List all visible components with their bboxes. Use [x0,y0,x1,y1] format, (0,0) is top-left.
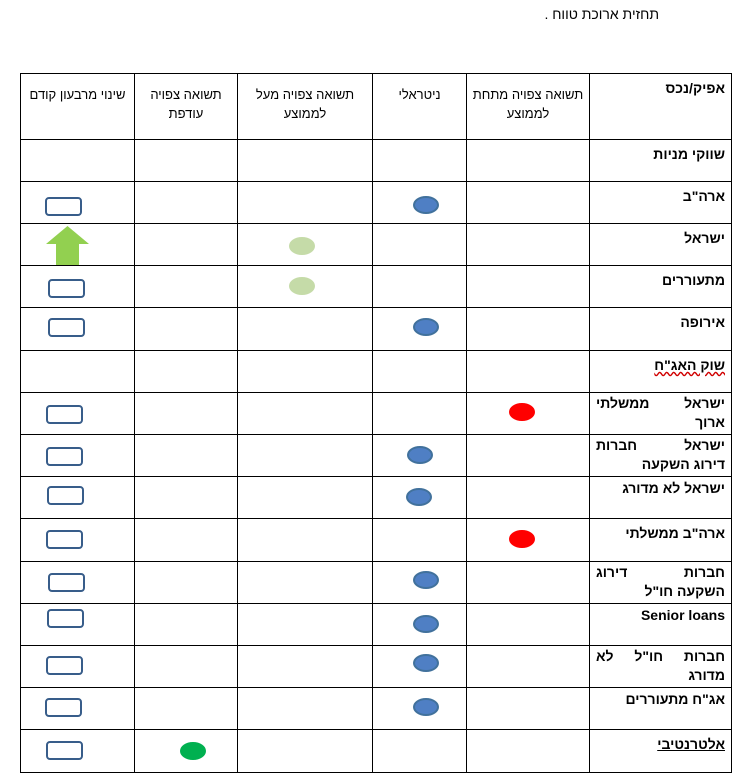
header-below-avg: תשואה צפויה מתחת לממוצע [467,74,590,140]
row-label: ישראל חברות דירוג השקעה [590,435,732,477]
table-row [21,519,732,562]
row-label: ארה"ב ממשלתי [590,519,732,562]
neutral-marker-icon [413,654,439,672]
row-label: אירופה [590,308,732,351]
no-change-box-icon [47,486,84,505]
row-label: Senior loans [590,604,732,646]
no-change-box-icon [48,318,85,337]
table-row [21,140,732,182]
section-label-alternative: אלטרנטיבי [590,730,732,773]
no-change-box-icon [48,573,85,592]
no-change-box-icon [46,741,83,760]
no-change-box-icon [46,530,83,549]
header-above-avg: תשואה צפויה מעל לממוצע [238,74,373,140]
row-label: ישראל ממשלתי ארוך [590,393,732,435]
table-row [21,308,732,351]
row-label: חברות חו"ל לא מדורג [590,646,732,688]
table-row [21,688,732,730]
neutral-marker-icon [407,446,433,464]
table-row [21,182,732,224]
table-row [21,730,732,773]
neutral-marker-icon [406,488,432,506]
row-label: ישראל [590,224,732,266]
header-neutral: ניטראלי [373,74,467,140]
row-label: חברות דירוג השקעה חו"ל [590,562,732,604]
header-asset: אפיק/נכס [590,74,732,140]
table-row [21,477,732,519]
above-avg-marker-icon [289,237,315,255]
table-row [21,435,732,477]
page-title: תחזית ארוכת טווח . [544,6,659,22]
below-avg-marker-icon [509,530,535,548]
row-label: ארה"ב [590,182,732,224]
no-change-box-icon [45,197,82,216]
section-label-equities: שווקי מניות [590,140,732,182]
neutral-marker-icon [413,318,439,336]
table-row [21,604,732,646]
row-label: אג"ח מתעוררים [590,688,732,730]
row-label: ישראל לא מדורג [590,477,732,519]
excess-marker-icon [180,742,206,760]
header-change: שינוי מרבעון קודם [21,74,135,140]
no-change-box-icon [45,698,82,717]
neutral-marker-icon [413,698,439,716]
header-row [21,74,732,140]
table-row [21,224,732,266]
forecast-table [20,73,732,773]
neutral-marker-icon [413,571,439,589]
table-row [21,351,732,393]
table-row [21,393,732,435]
row-label: מתעוררים [590,266,732,308]
no-change-box-icon [48,279,85,298]
above-avg-marker-icon [289,277,315,295]
neutral-marker-icon [413,196,439,214]
no-change-box-icon [46,656,83,675]
up-arrow-icon [45,225,90,265]
table-row [21,266,732,308]
section-label-bonds: שוק האג"ח [590,351,732,393]
no-change-box-icon [46,447,83,466]
table-row [21,646,732,688]
no-change-box-icon [47,609,84,628]
table-row [21,562,732,604]
header-excess: תשואה צפויה עודפת [135,74,238,140]
below-avg-marker-icon [509,403,535,421]
no-change-box-icon [46,405,83,424]
neutral-marker-icon [413,615,439,633]
